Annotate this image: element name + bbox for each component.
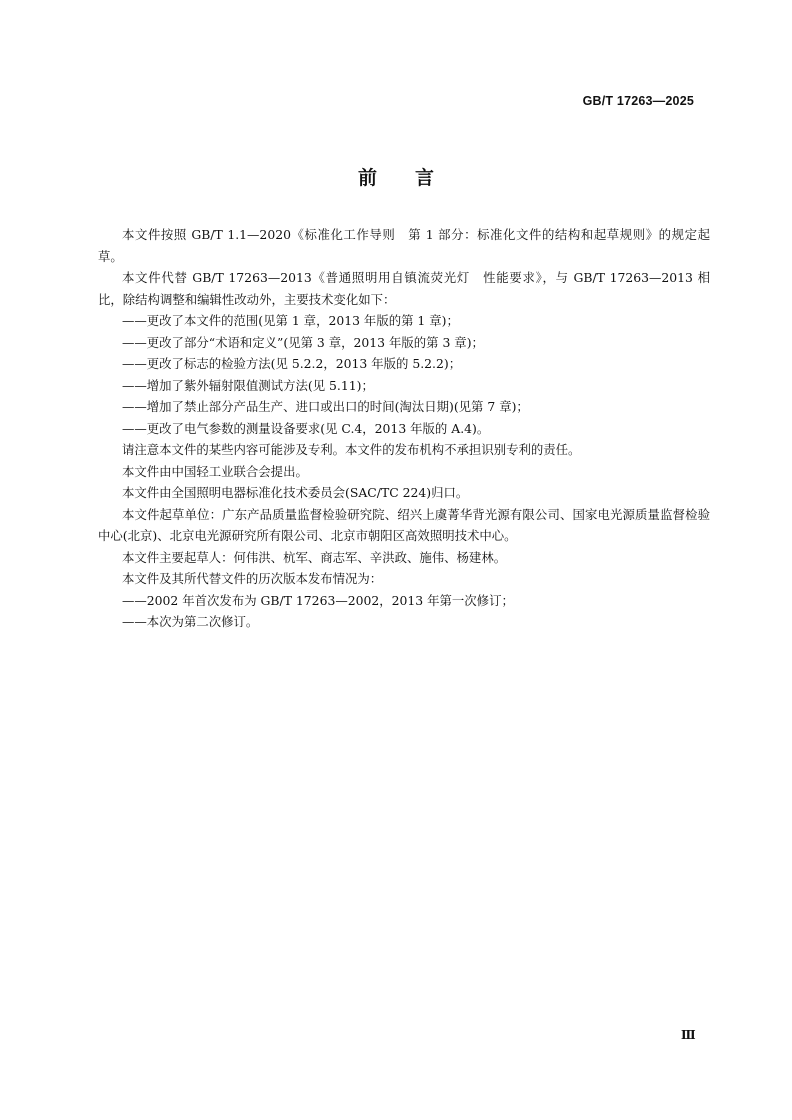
- paragraph-replacement: 本文件代替 GB/T 17263—2013《普通照明用自镇流荧光灯 性能要求》，与 GB/T 17263—2013 相比，除结构调整和编辑性改动外，主要技术变化如下：: [98, 270, 710, 307]
- standard-number: GB/T 17263—2025: [582, 94, 694, 108]
- paragraph-history: 本文件及其所代替文件的历次版本发布情况为：: [122, 571, 383, 586]
- list-item-change: ——增加了紫外辐射限值测试方法(见 5.11)；: [122, 377, 374, 393]
- paragraph-structure: 本文件按照 GB/T 1.1—2020《标准化工作导则 第 1 部分：标准化文件的结构和起草规则》的规定起草。: [98, 227, 710, 264]
- paragraph-drafting-units: 本文件起草单位：广东产品质量监督检验研究院、绍兴上虞菁华背光源有限公司、国家电光源质量监督检验中心(北京)、北京电光源研究所有限公司、北京市朝阳区高效照明技术中心。: [98, 506, 710, 543]
- paragraph-drafters: 本文件主要起草人：何伟洪、杭军、商志军、辛洪政、施伟、杨建林。: [122, 549, 507, 565]
- page-number: Ⅲ: [681, 1028, 696, 1042]
- list-item-history: ——本次为第二次修订。: [122, 614, 259, 629]
- document-body: [98, 224, 710, 633]
- list-item-change: ——更改了标志的检验方法(见 5.2.2，2013 年版的 5.2.2)；: [122, 356, 462, 371]
- list-item-history: ——2002 年首次发布为 GB/T 17263—2002，2013 年第一次修订；: [122, 592, 514, 608]
- paragraph-committee: 本文件由全国照明电器标准化技术委员会(SAC/TC 224)归口。: [122, 485, 469, 500]
- paragraph-patent-notice: 请注意本文件的某些内容可能涉及专利。本文件的发布机构不承担识别专利的责任。: [122, 442, 581, 457]
- list-item-change: ——更改了部分“术语和定义”(见第 3 章，2013 年版的第 3 章)；: [122, 334, 484, 350]
- paragraph-proposer: 本文件由中国轻工业联合会提出。: [122, 463, 308, 479]
- page-title: 前言: [357, 167, 472, 189]
- list-item-change: ——更改了电气参数的测量设备要求(见 C.4，2013 年版的 A.4)。: [122, 420, 490, 436]
- list-item-change: ——增加了禁止部分产品生产、进口或出口的时间(淘汰日期)(见第 7 章)；: [122, 399, 529, 414]
- list-item-change: ——更改了本文件的范围(见第 1 章，2013 年版的第 1 章)；: [122, 313, 459, 328]
